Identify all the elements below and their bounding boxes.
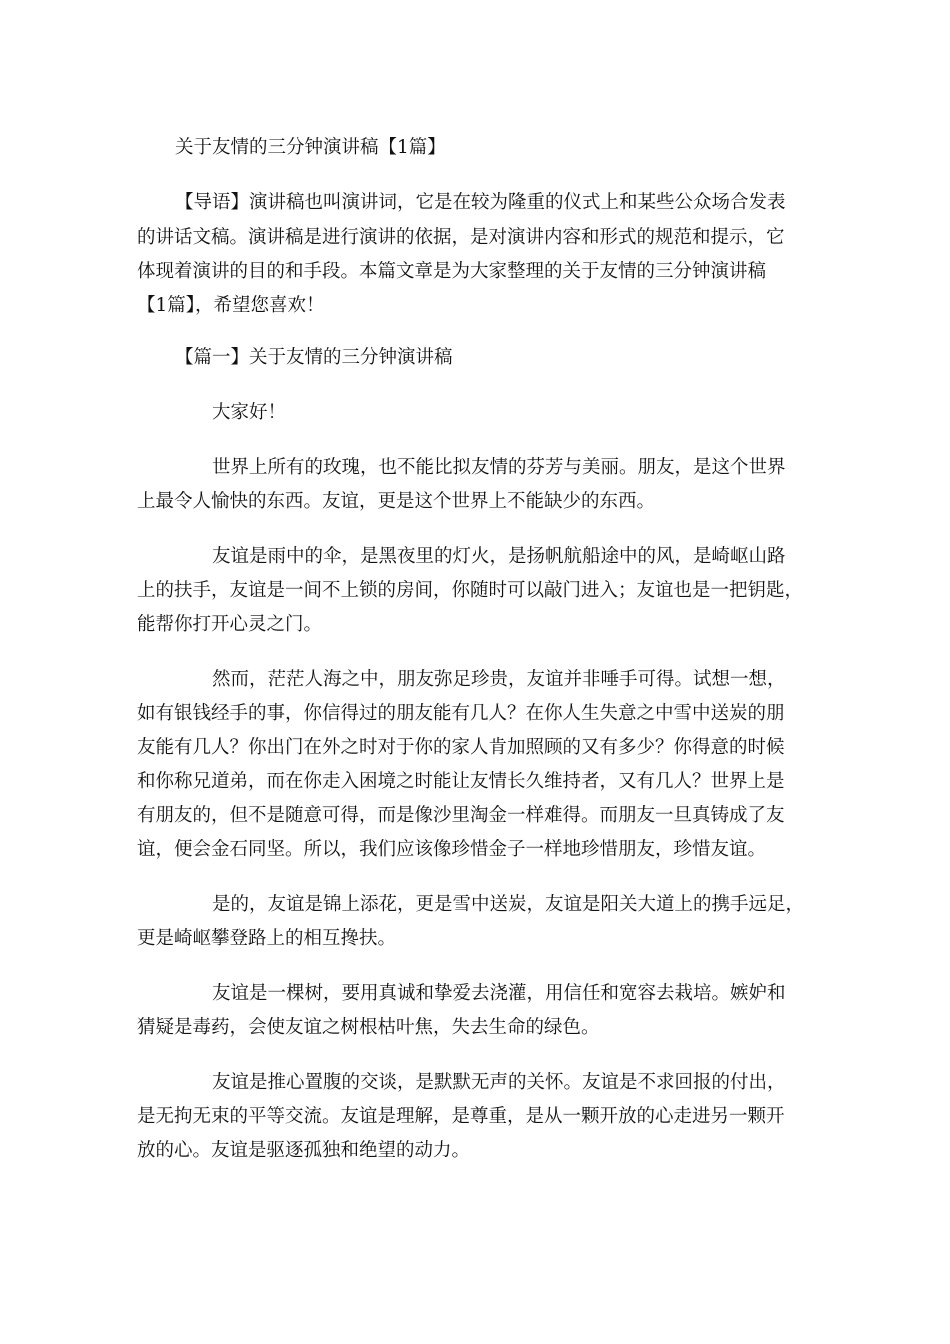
- paragraph-line: 友谊是推心置腹的交谈，是默默无声的关怀。友谊是不求回报的付出，: [212, 1072, 786, 1093]
- greeting: 大家好！: [212, 402, 287, 423]
- paragraph-line: 世界上所有的玫瑰，也不能比拟友情的芬芳与美丽。朋友，是这个世界: [212, 457, 786, 478]
- paragraph-line: 谊，便会金石同坚。所以，我们应该像珍惜金子一样地珍惜朋友，珍惜友谊。: [137, 839, 767, 860]
- paragraph-line: 是的，友谊是锦上添花，更是雪中送炭，友谊是阳关大道上的携手远足，: [212, 894, 805, 915]
- intro-line: 【导语】演讲稿也叫演讲词，它是在较为隆重的仪式上和某些公众场合发表: [175, 192, 786, 213]
- paragraph-line: 如有银钱经手的事，你信得过的朋友能有几人？在你人生失意之中雪中送炭的朋: [137, 703, 785, 724]
- paragraph-line: 友能有几人？你出门在外之时对于你的家人肯加照顾的又有多少？你得意的时候: [137, 737, 785, 758]
- paragraph-line: 放的心。友谊是驱逐孤独和绝望的动力。: [137, 1140, 471, 1161]
- paragraph-line: 然而，茫茫人海之中，朋友弥足珍贵，友谊并非唾手可得。试想一想，: [212, 669, 786, 690]
- paragraph-line: 猜疑是毒药，会使友谊之树根枯叶焦，失去生命的绿色。: [137, 1017, 600, 1038]
- paragraph-line: 是无拘无束的平等交流。友谊是理解，是尊重，是从一颗开放的心走进另一颗开: [137, 1106, 785, 1127]
- intro-line: 体现着演讲的目的和手段。本篇文章是为大家整理的关于友情的三分钟演讲稿: [137, 261, 767, 282]
- paragraph-line: 上的扶手，友谊是一间不上锁的房间，你随时可以敲门进入；友谊也是一把钥匙，: [137, 580, 804, 601]
- paragraph-line: 和你称兄道弟，而在你走入困境之时能让友情长久维持者，又有几人？世界上是: [137, 771, 785, 792]
- section-heading: 【篇一】关于友情的三分钟演讲稿: [175, 347, 453, 368]
- paragraph-line: 友谊是一棵树，要用真诚和挚爱去浇灌，用信任和宽容去栽培。嫉妒和: [212, 983, 786, 1004]
- paragraph-line: 友谊是雨中的伞，是黑夜里的灯火，是扬帆航船途中的风，是崎岖山路: [212, 546, 786, 567]
- paragraph-line: 上最令人愉快的东西。友谊，更是这个世界上不能缺少的东西。: [137, 491, 656, 512]
- paragraph-line: 有朋友的，但不是随意可得，而是像沙里淘金一样难得。而朋友一旦真铸成了友: [137, 805, 785, 826]
- document-title: 关于友情的三分钟演讲稿【1篇】: [175, 137, 446, 158]
- intro-line: 的讲话文稿。演讲稿是进行演讲的依据，是对演讲内容和形式的规范和提示，它: [137, 227, 785, 248]
- paragraph-line: 能帮你打开心灵之门。: [137, 614, 323, 635]
- paragraph-line: 更是崎岖攀登路上的相互搀扶。: [137, 928, 397, 949]
- intro-line: 【1篇】，希望您喜欢！: [137, 295, 325, 316]
